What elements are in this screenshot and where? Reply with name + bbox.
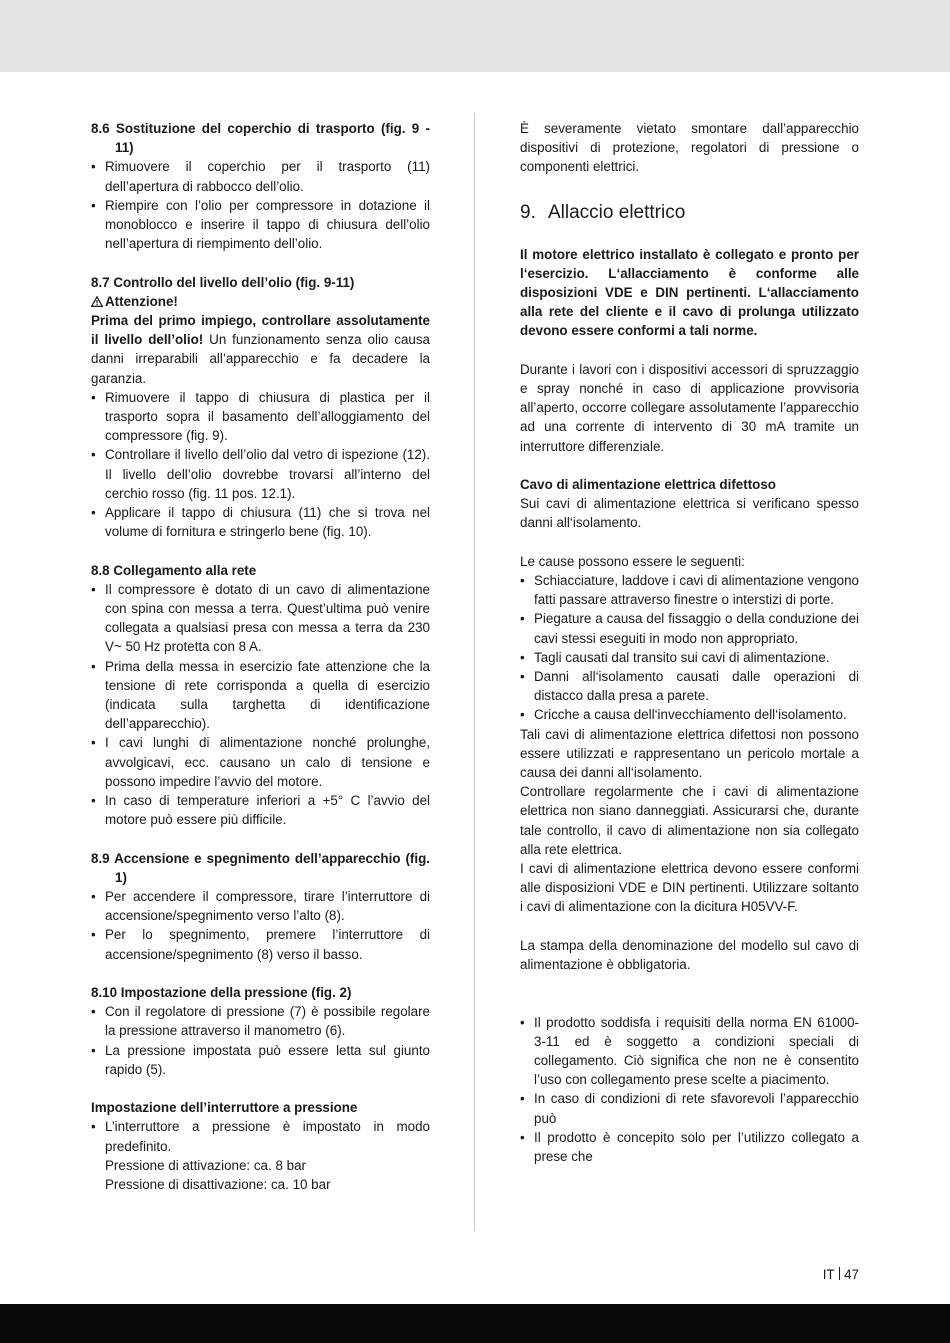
list-item: • Rimuovere il coperchio per il trasporto (11) dell’apertura di rabbocco dell’olio. (91, 157, 430, 195)
section-pressure-switch (91, 1098, 430, 1194)
list-item: • Con il regolatore di pressione (7) è possibile regolare la pressione attraverso il manometro (6). (91, 1002, 430, 1040)
list-item: • In caso di condizioni di rete sfavorevoli l’apparecchio può (520, 1089, 859, 1127)
section-title: Impostazione dell’interruttore a pressione (91, 1100, 358, 1116)
paragraph: Le cause possono essere le seguenti: (520, 553, 745, 569)
bullet-list (520, 571, 859, 725)
list-item: • I cavi lunghi di alimentazione nonché prolunghe, avvolgicavi, ecc. causano un calo di tensione e possono impedire l’avvio del motore. (91, 733, 430, 791)
list-item: • Il compressore è dotato di un cavo di alimentazione con spina con messa a terra. Quest’ultima può venire collegata a qualsiasi presa con messa a terra da 230 V~ 50 Hz protetta con 8 A. (91, 580, 430, 657)
deactivation-pressure: Pressione di disattivazione: ca. 10 bar (105, 1177, 331, 1193)
paragraph: Durante i lavori con i dispositivi accessori di spruzzaggio e spray nonché in caso di applicazione provvisoria all’aperto, occorre collegare assolutamente l’apparecchio ad una corrente di intervento di 30 mA tramite un interruttore differenziale. (520, 361, 859, 454)
list-item: • Prima della messa in esercizio fate attenzione che la tensione di rete corrisponda a quella di esercizio (indicata sulla targhetta di identificazione dell’apparecchio). (91, 657, 430, 734)
bold-text: Prima del primo impiego, controllare assolutamente il livello dell’olio! (91, 313, 430, 348)
bullet-list (91, 388, 430, 542)
language-code: IT (822, 1267, 835, 1282)
chapter-title: Allaccio elettrico (548, 201, 686, 223)
bullet-list (91, 1002, 430, 1079)
bullet-list (91, 580, 430, 830)
list-item: • Riempire con l’olio per compressore in dotazione il monoblocco e inserire il tappo di chiusura dell’olio nell’apertura di riempimento dell’olio. (91, 196, 430, 254)
bullet-list (91, 1117, 430, 1155)
list-item: • Il prodotto soddisfa i requisiti della norma EN 61000- 3-11 ed è soggetto a condizioni speciali di collegamento. Ciò significa che non ne è consentito l’uso con collegamento prese scelte a piacimento. (520, 1013, 859, 1090)
paragraph (91, 311, 430, 388)
bullet-list (91, 157, 430, 253)
section-title: Cavo di alimentazione elettrica difettoso (520, 477, 776, 493)
list-item: • Rimuovere il tappo di chiusura di plastica per il trasporto sopra il basamento dell’alloggiamento del compressore (fig. 9). (91, 388, 430, 446)
section-title: 8.9 Accensione e spegnimento dell’apparecchio (fig. 1) (91, 850, 430, 885)
section-title: 8.6 Sostituzione del coperchio di trasporto (fig. 9 - 11) (91, 121, 430, 156)
warning-line (91, 292, 430, 311)
paragraph: Controllare regolarmente che i cavi di alimentazione elettrica non siano danneggiati. Assicurarsi che, durante tale controllo, il cavo di alimentazione non sia collegato alla rete elettrica. (520, 784, 859, 857)
list-item: • In caso di temperature inferiori a +5° C l’avvio del motore può essere più difficile. (91, 791, 430, 829)
defective-cable-section (520, 475, 859, 533)
list-item: • Piegature a causa del fissaggio o della conduzione dei cavi stessi eseguiti in modo non appropriato. (520, 609, 859, 647)
footer-band (0, 1304, 950, 1343)
chapter-heading (520, 201, 859, 225)
list-item: • Controllare il livello dell’olio dal vetro di ispezione (12). Il livello dell’olio dovrebbe trovarsi all’interno del cerchio rosso (fig. 11 pos. 12.1). (91, 445, 430, 503)
left-column (91, 119, 430, 1194)
section-8-10 (91, 983, 430, 1079)
warning-label: Attenzione! (105, 293, 178, 309)
section-8-9 (91, 849, 430, 964)
activation-pressure: Pressione di attivazione: ca. 8 bar (105, 1157, 306, 1173)
paragraph: Tali cavi di alimentazione elettrica difettosi non possono essere utilizzati e rappresentano un pericolo mortale a causa dei danni all‘isolamento. (520, 726, 859, 781)
causes-section (520, 552, 859, 917)
page-footer (760, 1265, 859, 1284)
paragraph: Sui cavi di alimentazione elettrica si verificano spesso danni all‘isolamento. (520, 496, 859, 531)
bullet-list (520, 1013, 859, 1167)
right-column (520, 119, 859, 1166)
column-divider (474, 113, 475, 1231)
page-number: 47 (844, 1267, 859, 1282)
paragraph: La stampa della denominazione del modello sul cavo di alimentazione è obbligatoria. (520, 937, 859, 973)
list-item: • La pressione impostata può essere letta sul giunto rapido (5). (91, 1041, 430, 1079)
body-text: Un funzionamento senza olio causa danni irreparabili all’apparecchio e fa decadere la garanzia. (91, 332, 431, 386)
list-item: • Applicare il tappo di chiusura (11) che si trova nel volume di fornitura e stringerlo bene (fig. 10). (91, 503, 430, 541)
header-band (0, 0, 950, 72)
list-item: • Schiacciature, laddove i cavi di alimentazione vengono fatti passare attraverso finestre o interstizi di porte. (520, 571, 859, 609)
section-8-8 (91, 561, 430, 830)
paragraph: I cavi di alimentazione elettrica devono essere conformi alle disposizioni VDE e DIN pertinenti. Utilizzare soltanto i cavi di alimentazione con la dicitura H05VV-F. (520, 861, 859, 915)
list-item: • Tagli causati dal transito sui cavi di alimentazione. (520, 648, 859, 667)
chapter-number: 9. (520, 201, 536, 223)
list-item: • Danni all‘isolamento causati dalle operazioni di distacco dalla presa a parete. (520, 667, 859, 705)
section-title: 8.10 Impostazione della pressione (fig. 2) (91, 985, 352, 1001)
warning-icon (91, 292, 105, 311)
list-item: • Il prodotto è concepito solo per l’utilizzo collegato a prese che (520, 1128, 859, 1166)
intro-paragraph: È severamente vietato smontare dall’apparecchio dispositivi di protezione, regolatori di pressione o componenti elettrici. (520, 121, 859, 175)
list-item: • Per lo spegnimento, premere l’interruttore di accensione/spegnimento (8) verso il basso. (91, 925, 430, 963)
section-8-7 (91, 273, 430, 542)
list-item: • Cricche a causa dell‘invecchiamento dell‘isolamento. (520, 705, 859, 724)
bullet-list (91, 887, 430, 964)
section-8-6 (91, 119, 430, 253)
list-item: • Per accendere il compressore, tirare l’interruttore di accensione/spegnimento verso l’alto (8). (91, 887, 430, 925)
section-title: 8.7 Controllo del livello dell’olio (fig. 9-11) (91, 274, 355, 290)
section-title: 8.8 Collegamento alla rete (91, 562, 257, 578)
bold-paragraph: Il motore elettrico installato è collegato e pronto per l‘esercizio. L‘allacciamento è conforme alle disposizioni VDE e DIN pertinenti. L‘allacciamento alla rete del cliente e il cavo di prolunga utilizzato devono essere conformi a tali norme. (520, 246, 859, 339)
list-item: • L’interruttore a pressione è impostato in modo predefinito. (91, 1117, 430, 1155)
footer-separator (839, 1267, 841, 1280)
